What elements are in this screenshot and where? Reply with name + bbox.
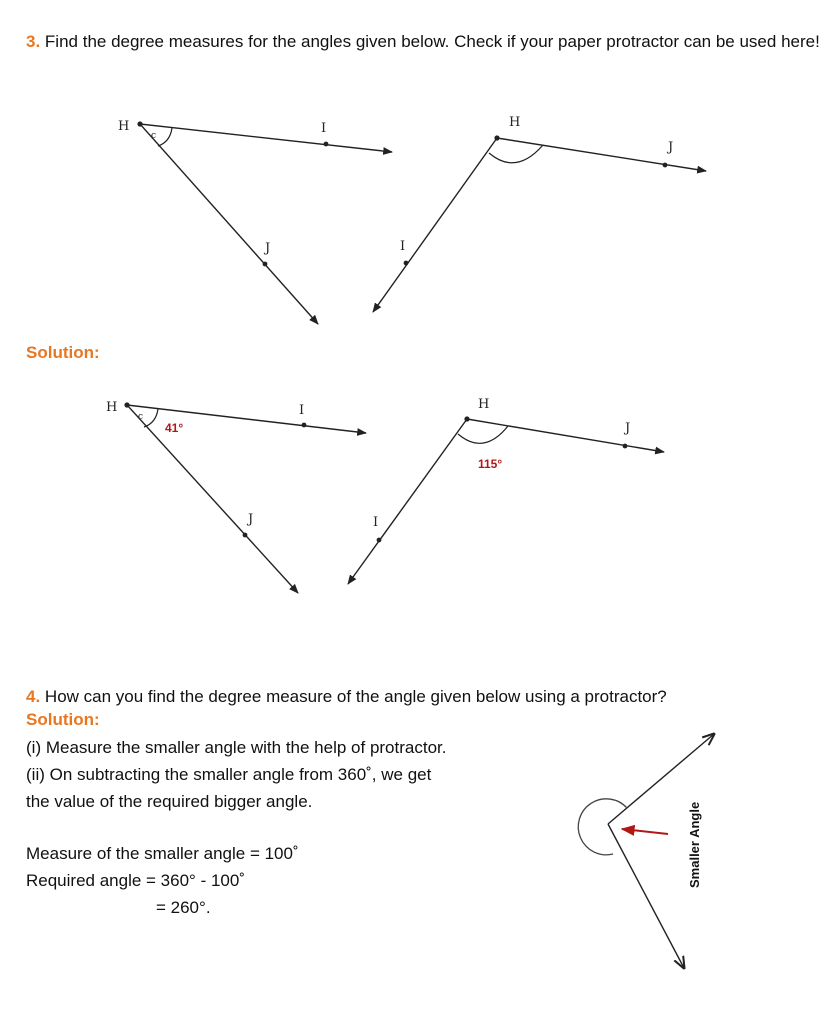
label-c: c (151, 131, 157, 141)
label-h: H (106, 400, 118, 415)
calc-line-2: Required angle = 360° - 100˚ (26, 871, 245, 890)
question-4-text: How can you find the degree measure of the angle given below using a protractor? (44, 687, 667, 706)
angle-value-115: 115° (478, 457, 503, 471)
label-h: H (118, 119, 130, 134)
label-j: J (625, 421, 631, 436)
solution-label-4: Solution: (26, 710, 100, 729)
question-3-number: 3. (26, 32, 41, 51)
step-1: (i) Measure the smaller angle with the help of protractor. (26, 738, 447, 757)
label-i: I (373, 515, 379, 530)
label-h: H (478, 397, 490, 412)
label-j: J (248, 512, 254, 527)
reflex-angle-figure (578, 734, 714, 968)
step-2-line-2: the value of the required bigger angle. (26, 792, 313, 811)
solution-label-3: Solution: (26, 343, 100, 362)
calc-line-3: = 260°. (156, 898, 211, 917)
label-h: H (509, 115, 521, 130)
question-3-text: Find the degree measures for the angles given below. Check if your paper protractor can be used here! (44, 32, 820, 51)
step-2-line-1: (ii) On subtracting the smaller angle from 360˚, we get (26, 765, 432, 784)
label-j: J (265, 241, 271, 256)
label-c: c (138, 412, 144, 422)
label-i: I (400, 239, 406, 254)
question-4-number: 4. (26, 687, 41, 706)
angle-value-41: 41° (165, 421, 184, 435)
label-j: J (668, 140, 674, 155)
calc-line-1: Measure of the smaller angle = 100˚ (26, 844, 299, 863)
smaller-angle-label: Smaller Angle (687, 801, 702, 888)
indicator-arrow (622, 829, 668, 834)
label-i: I (321, 121, 327, 136)
label-i: I (299, 403, 305, 418)
